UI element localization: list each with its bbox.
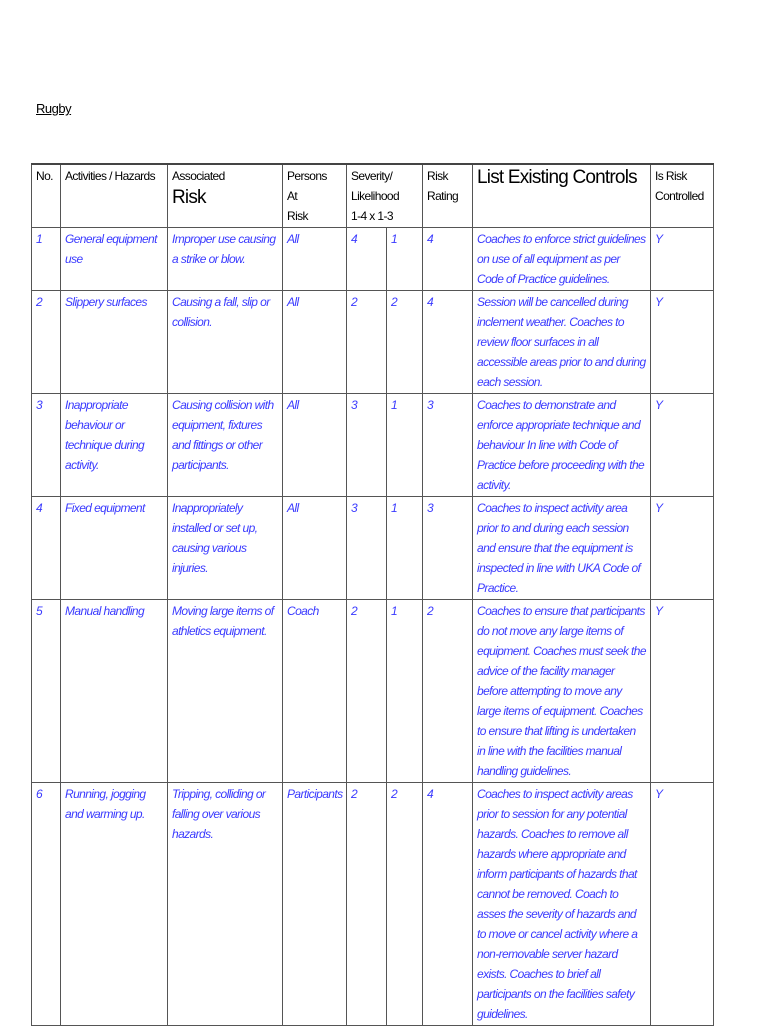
cell-controlled: Y [651, 497, 714, 600]
cell-severity: 2 [347, 600, 387, 783]
cell-controlled: Y [651, 291, 714, 394]
cell-likelihood: 1 [387, 228, 423, 291]
header-severity-line: Severity/ [351, 169, 393, 183]
table-row [32, 600, 714, 783]
cell-rating: 4 [423, 291, 473, 394]
cell-rating: 3 [423, 394, 473, 497]
cell-no: 4 [32, 497, 61, 600]
cell-no: 6 [32, 783, 61, 1026]
cell-persons: All [283, 394, 347, 497]
header-severity-line: 1-4 x 1-3 [351, 209, 393, 223]
table-row [32, 783, 714, 1026]
cell-persons: All [283, 497, 347, 600]
risk-assessment-table [31, 163, 714, 1026]
header-associated-risk [168, 164, 283, 228]
table-row [32, 394, 714, 497]
cell-risk: Tripping, colliding or falling over various hazards. [168, 783, 283, 1026]
cell-controlled: Y [651, 394, 714, 497]
cell-risk: Inappropriately installed or set up, causing various injuries. [168, 497, 283, 600]
header-persons-line: Persons [287, 169, 327, 183]
cell-persons: All [283, 228, 347, 291]
header-controlled-line: Is Risk [655, 169, 687, 183]
cell-persons: All [283, 291, 347, 394]
cell-rating: 2 [423, 600, 473, 783]
header-persons [283, 164, 347, 228]
header-associated: Associated [172, 169, 225, 183]
header-severity-line: Likelihood [351, 189, 400, 203]
cell-likelihood: 1 [387, 600, 423, 783]
header-severity [347, 164, 423, 228]
cell-rating: 3 [423, 497, 473, 600]
cell-risk: Causing a fall, slip or collision. [168, 291, 283, 394]
cell-severity: 2 [347, 291, 387, 394]
table-row [32, 497, 714, 600]
cell-activity: Slippery surfaces [61, 291, 168, 394]
cell-likelihood: 1 [387, 497, 423, 600]
cell-no: 2 [32, 291, 61, 394]
header-persons-line: At [287, 189, 298, 203]
cell-controls: Coaches to demonstrate and enforce appropriate technique and behaviour In line with Code of Practice before proceeding with the activity. [473, 394, 651, 497]
cell-risk: Moving large items of athletics equipment. [168, 600, 283, 783]
header-activities: Activities / Hazards [61, 164, 168, 228]
cell-no: 3 [32, 394, 61, 497]
cell-risk: Causing collision with equipment, fixtures and fittings or other participants. [168, 394, 283, 497]
cell-rating: 4 [423, 228, 473, 291]
header-row [32, 164, 714, 228]
cell-risk: Improper use causing a strike or blow. [168, 228, 283, 291]
table-row [32, 228, 714, 291]
cell-rating: 4 [423, 783, 473, 1026]
header-risk: Risk [172, 187, 206, 208]
cell-no: 1 [32, 228, 61, 291]
cell-controls: Coaches to ensure that participants do not move any large items of equipment. Coaches must seek the advice of the facility manager before attempting to move any large items of equipment. Coaches to ensure that lifting is undertaken in line with the facilities manual handling guidelines. [473, 600, 651, 783]
cell-severity: 3 [347, 394, 387, 497]
cell-severity: 4 [347, 228, 387, 291]
cell-severity: 3 [347, 497, 387, 600]
cell-controlled: Y [651, 783, 714, 1026]
cell-controlled: Y [651, 228, 714, 291]
cell-controls: Coaches to inspect activity areas prior to session for any potential hazards. Coaches to remove all hazards where appropriate and inform participants of hazards that cannot be removed. Coach to asses the severity of hazards and to move or cancel activity where a non-removable server hazard exists. Coaches to brief all participants on the facilities safety guidelines. [473, 783, 651, 1026]
header-rating-line: Rating [427, 189, 459, 203]
document-title: Rugby [36, 101, 72, 116]
header-rating-line: Risk [427, 169, 448, 183]
header-controlled [651, 164, 714, 228]
cell-controls: Session will be cancelled during inclement weather. Coaches to review floor surfaces in all accessible areas prior to and during each session. [473, 291, 651, 394]
cell-activity: Inappropriate behaviour or technique during activity. [61, 394, 168, 497]
cell-persons: Participants [283, 783, 347, 1026]
cell-activity: Fixed equipment [61, 497, 168, 600]
header-no: No. [32, 164, 61, 228]
cell-activity: General equipment use [61, 228, 168, 291]
header-controlled-line: Controlled [655, 189, 704, 203]
cell-controls: Coaches to enforce strict guidelines on use of all equipment as per Code of Practice guidelines. [473, 228, 651, 291]
cell-likelihood: 2 [387, 783, 423, 1026]
cell-controls: Coaches to inspect activity area prior to and during each session and ensure that the equipment is inspected in line with UKA Code of Practice. [473, 497, 651, 600]
cell-activity: Running, jogging and warming up. [61, 783, 168, 1026]
header-rating [423, 164, 473, 228]
cell-likelihood: 2 [387, 291, 423, 394]
cell-no: 5 [32, 600, 61, 783]
header-persons-line: Risk [287, 209, 308, 223]
cell-likelihood: 1 [387, 394, 423, 497]
cell-persons: Coach [283, 600, 347, 783]
cell-controlled: Y [651, 600, 714, 783]
table-row [32, 291, 714, 394]
header-controls: List Existing Controls [473, 164, 651, 228]
cell-activity: Manual handling [61, 600, 168, 783]
cell-severity: 2 [347, 783, 387, 1026]
